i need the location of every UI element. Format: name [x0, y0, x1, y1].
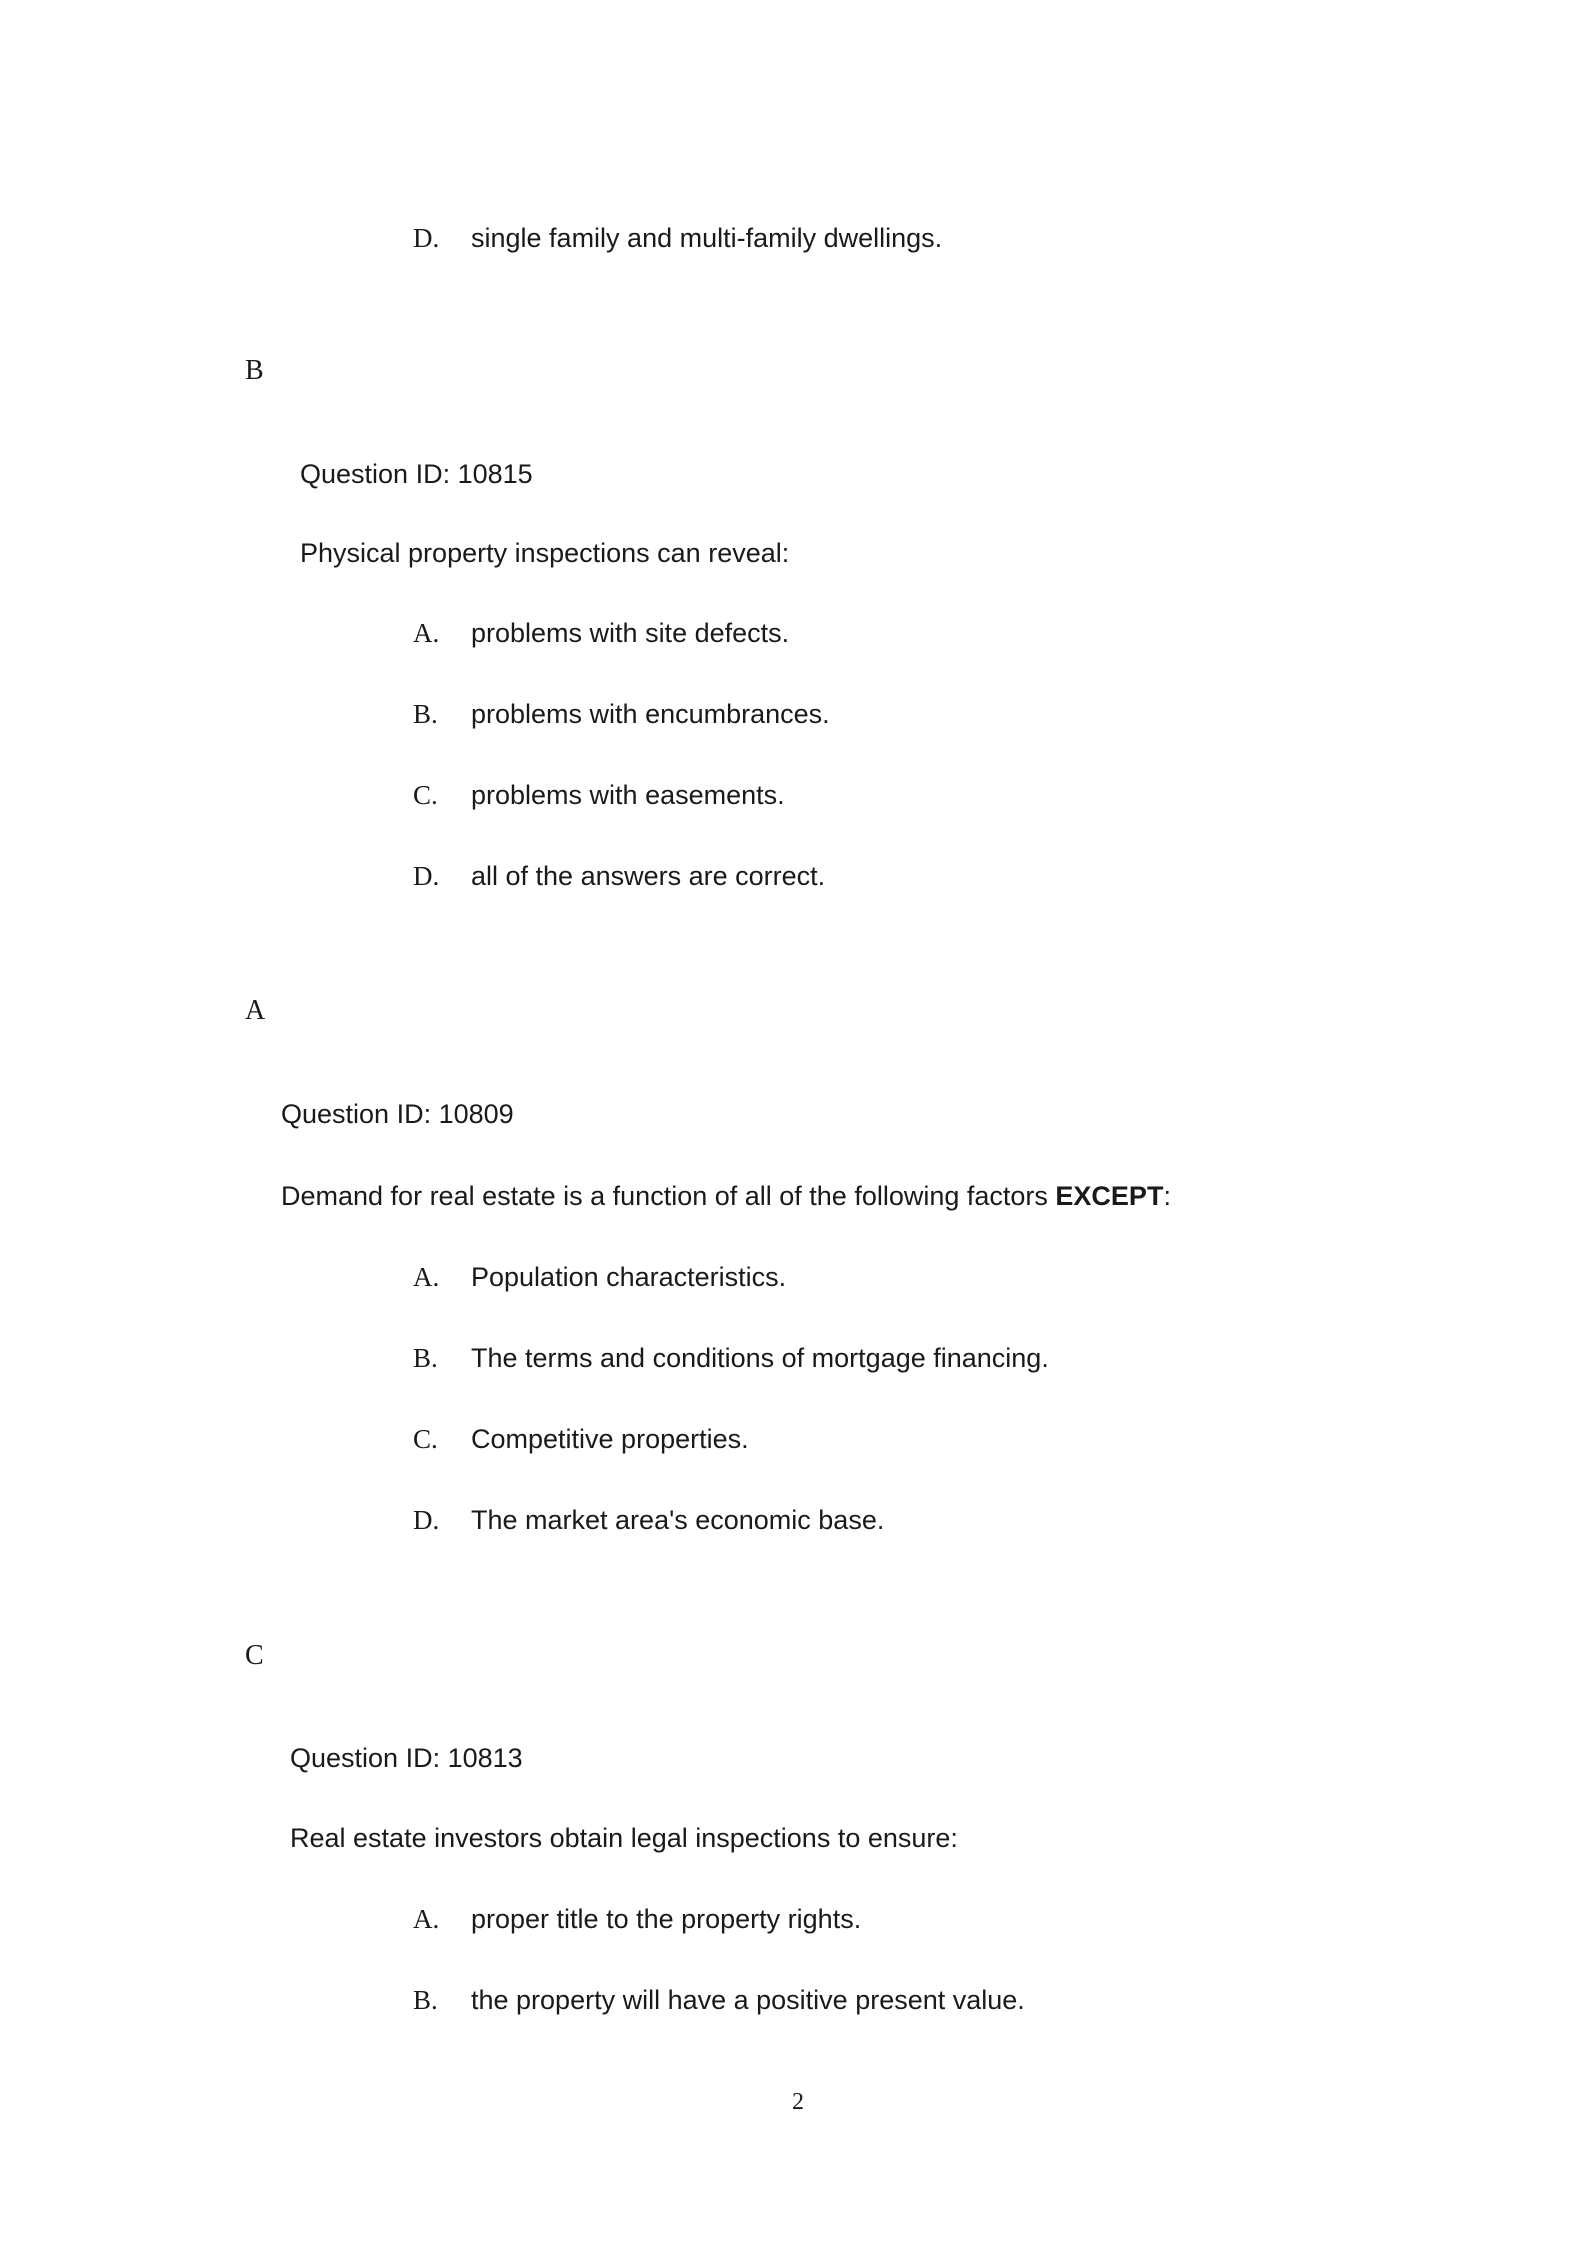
option-letter: B. — [413, 699, 438, 729]
question-stem: Real estate investors obtain legal inspections to ensure: — [290, 1823, 958, 1853]
option-letter: C. — [413, 780, 438, 810]
page-number: 2 — [792, 2089, 804, 2115]
option-letter: A. — [413, 1262, 440, 1292]
option-letter: D. — [413, 223, 440, 253]
option-letter: D. — [413, 1505, 440, 1535]
option-letter: A. — [413, 618, 440, 648]
option-text: The market area's economic base. — [471, 1505, 885, 1535]
question-stem-text: Demand for real estate is a function of all of the following factors — [281, 1181, 1056, 1211]
option-text: the property will have a positive present value. — [471, 1985, 1025, 2015]
option-text: proper title to the property rights. — [471, 1904, 862, 1934]
option-letter: D. — [413, 861, 440, 891]
question-stem: Physical property inspections can reveal: — [300, 538, 790, 568]
answer-key: C — [245, 1640, 264, 1671]
option-text: all of the answers are correct. — [471, 861, 826, 891]
question-stem-emphasis: EXCEPT — [1055, 1181, 1164, 1211]
question-id: Question ID: 10815 — [300, 459, 533, 489]
option-text: single family and multi-family dwellings. — [471, 223, 943, 253]
answer-key: A — [245, 995, 266, 1026]
option-letter: B. — [413, 1343, 438, 1373]
option-text: Population characteristics. — [471, 1262, 787, 1292]
option-text: problems with site defects. — [471, 618, 790, 648]
option-letter: C. — [413, 1424, 438, 1454]
option-text: problems with encumbrances. — [471, 699, 830, 729]
question-stem-suffix: : — [1163, 1181, 1171, 1211]
option-text: problems with easements. — [471, 780, 785, 810]
option-text: Competitive properties. — [471, 1424, 749, 1454]
option-letter: B. — [413, 1985, 438, 2015]
option-letter: A. — [413, 1904, 440, 1934]
answer-key: B — [245, 355, 264, 386]
question-stem — [281, 1180, 1171, 1212]
option-text: The terms and conditions of mortgage financing. — [471, 1343, 1049, 1373]
question-id: Question ID: 10809 — [281, 1099, 514, 1129]
question-id: Question ID: 10813 — [290, 1743, 523, 1773]
